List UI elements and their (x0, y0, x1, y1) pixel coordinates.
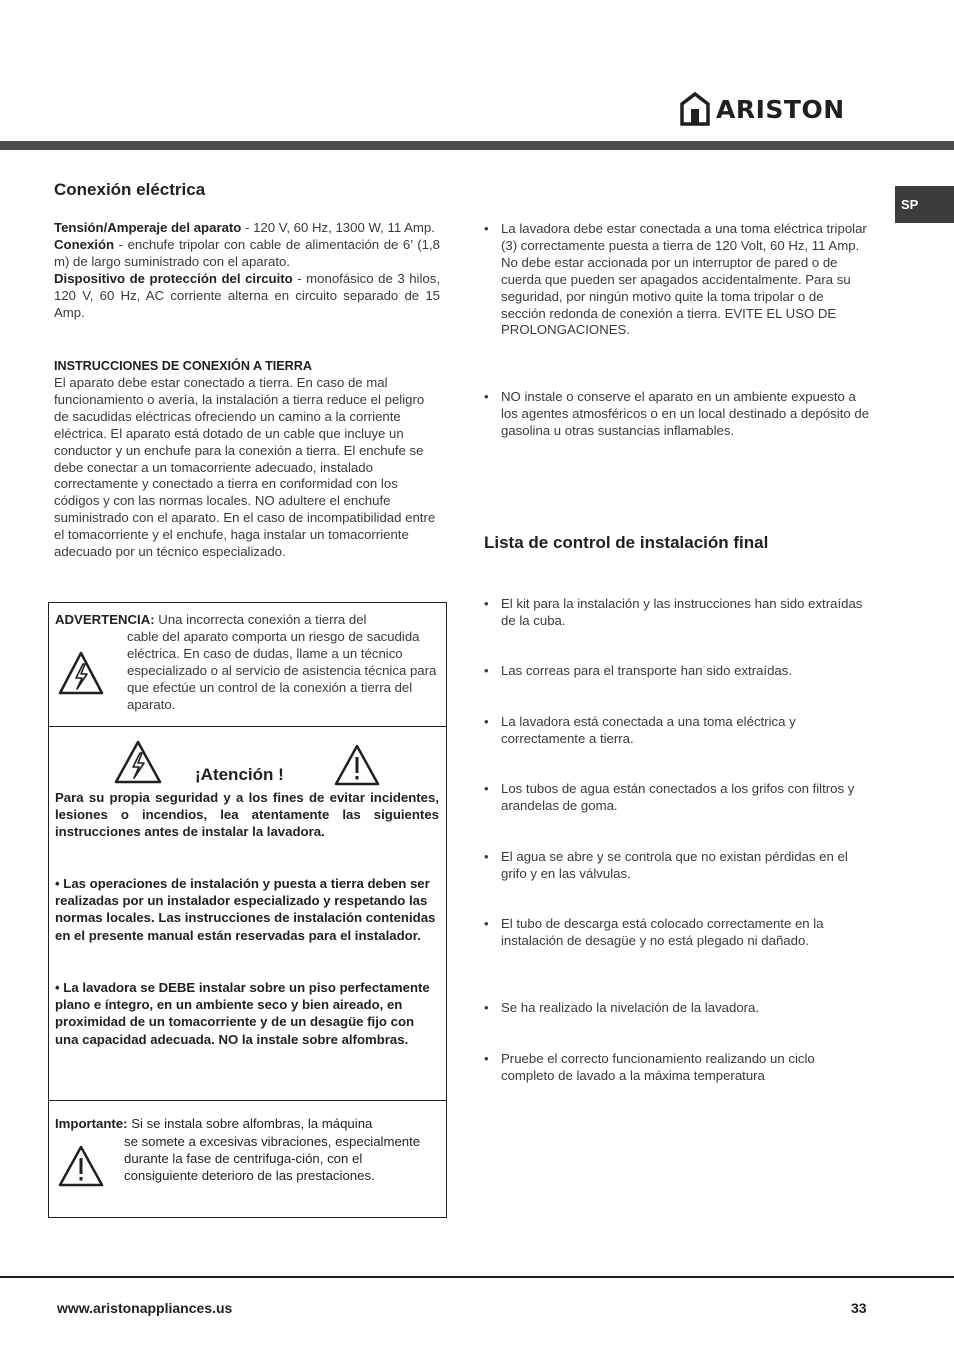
list-item: • NO instale o conserve el aparato en un ambiente expuesto a los agentes atmosféricos o en un local destinado a depósito de gasolina u otras sustancias inflamables. (484, 389, 870, 440)
ground-paragraph: El aparato debe estar conectado a tierra. En caso de mal funcionamiento o avería, la instalación a tierra reduce el peligro de sacudidas eléctricas ofreciendo un camino a la corriente eléctrica. El aparato está dotado de un cable que incluye un conductor y un enchufe para la conexión a tierra. El enchufe se debe conectar a un tomacorriente adecuado, instalado correctamente y conectado a tierra en conformidad con los códigos y con las normas locales. NO adultere el enchufe suministrado con el aparato. En el caso de incompatibilidad entre el tomacorriente y el enchufe, haga instalar un tomacorriente adecuado por un técnico especializado. (54, 375, 436, 560)
brand-name: ARISTON (716, 94, 845, 124)
warning-icon (57, 1144, 105, 1188)
important-label: Importante: (55, 1116, 128, 1131)
language-tab: SP (895, 186, 954, 223)
checklist-item: • Pruebe el correcto funcionamiento realizando un ciclo completo de lavado a la máxima temperatura (484, 1051, 870, 1085)
electric-hazard-icon (113, 739, 163, 785)
checklist-item: • El tubo de descarga está colocado correctamente en la instalación de desagüe y no está plegado ni dañado. (484, 916, 870, 950)
checklist-item: • Se ha realizado la nivelación de la lavadora. (484, 1000, 870, 1017)
connection-text: - enchufe tripolar con cable de alimentación de 6’ (1,8 m) de largo suministrado con el aparato. (54, 236, 440, 269)
attention-item-2: • La lavadora se DEBE instalar sobre un piso perfectamente plano e íntegro, en un ambiente seco y bien aireado, en proximidad de un tomacorriente y de un desagüe fijo con una capacidad adecuada. NO la instale sobre alfombras. (55, 980, 430, 1047)
attention-box (48, 726, 447, 1101)
voltage-label: Tensión/Amperaje del aparato (54, 220, 242, 235)
warning-label: ADVERTENCIA: (55, 612, 155, 627)
checklist-item: • El agua se abre y se controla que no existan pérdidas en el grifo y en las válvulas. (484, 849, 870, 883)
important-first-line: Importante: Si se instala sobre alfombras, la máquina (55, 1116, 373, 1131)
device-label: Dispositivo de protección del circuito (54, 270, 293, 286)
checklist-item: • Las correas para el transporte han sido extraídas. (484, 663, 870, 680)
warning-box (48, 602, 447, 727)
footer-url[interactable]: www.aristonappliances.us (57, 1300, 233, 1316)
warning-text: cable del aparato comporta un riesgo de sacudida eléctrica. En caso de dudas, llame a un técnico especializado o al servicio de asistencia técnica para que efectúe un control de la conexión a tierra del aparato. (127, 629, 437, 712)
specs-paragraph (54, 220, 440, 321)
important-text: se somete a excesivas vibraciones, especialmente durante la fase de centrifuga-ción, con el consiguiente deterioro de las prestaciones. (124, 1134, 421, 1183)
checklist-item: • Los tubos de agua están conectados a los grifos con filtros y arandelas de goma. (484, 781, 870, 815)
attention-intro: Para su propia seguridad y a los fines de evitar incidentes, lesiones o incendios, lea atentamente las siguientes instrucciones antes de instalar la lavadora. (55, 790, 439, 840)
ground-heading: INSTRUCCIONES DE CONEXIÓN A TIERRA (54, 359, 312, 373)
footer-divider (0, 1276, 954, 1278)
device-text: - monofásico de 3 hilos, 120 V, 60 Hz, AC corriente alterna en circuito separado de 15 Amp. (54, 270, 440, 320)
page-number: 33 (851, 1300, 867, 1316)
checklist-item: • La lavadora está conectada a una toma eléctrica y correctamente a tierra. (484, 714, 870, 748)
connection-label: Conexión (54, 236, 115, 252)
electric-hazard-icon (57, 650, 105, 696)
important-box (48, 1100, 447, 1218)
attention-title: ¡Atención ! (195, 765, 284, 784)
voltage-text: - 120 V, 60 Hz, 1300 W, 11 Amp. (241, 220, 435, 235)
ariston-logo (680, 92, 845, 126)
electrical-heading: Conexión eléctrica (54, 180, 206, 199)
warning-first-line: ADVERTENCIA: Una incorrecta conexión a tierra del (55, 612, 367, 627)
list-item: • La lavadora debe estar conectada a una toma eléctrica tripolar (3) correctamente puesta a tierra de 120 Volt, 60 Hz, 11 Amp. No debe estar accionada por un interruptor de pared o de cuerda que pueden ser apagados accidentalmente. Para su seguridad, por ningún motivo quite la toma tripolar o de sección redonda de conexión a tierra. EVITE EL USO DE PROLONGACIONES. (484, 221, 870, 339)
header-bar (0, 141, 954, 150)
checklist-item: • El kit para la instalación y las instrucciones han sido extraídas de la cuba. (484, 596, 870, 630)
checklist-heading: Lista de control de instalación final (484, 533, 769, 552)
warning-icon (333, 743, 381, 787)
attention-item-1: • Las operaciones de instalación y puesta a tierra deben ser realizadas por un instalador especializado y respetando las normas locales. Las instrucciones de instalación contenidas en el presente manual están reservadas para el instalador. (55, 876, 436, 943)
house-logo-icon (680, 92, 710, 126)
